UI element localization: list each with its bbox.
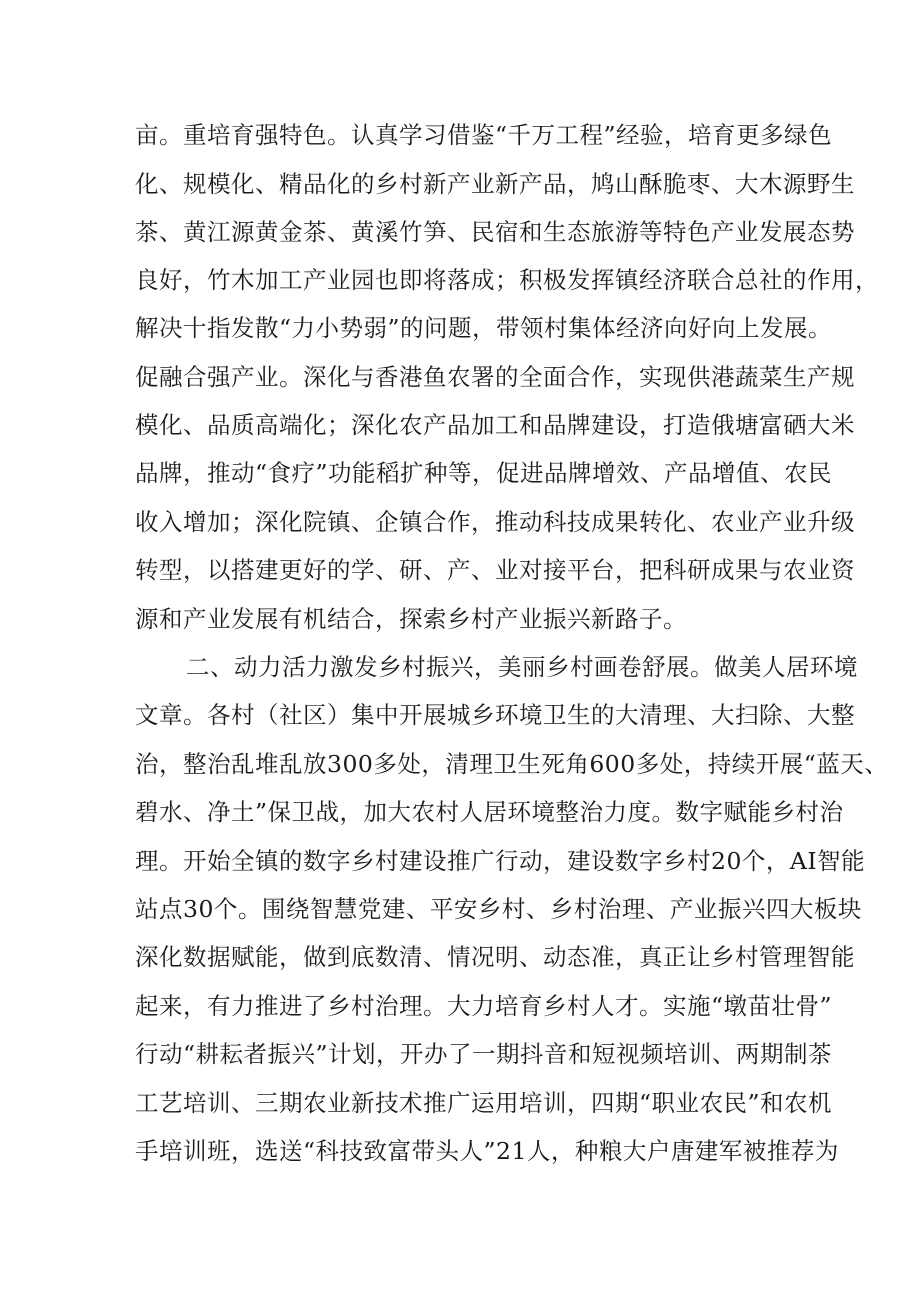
text-line-16: 理。开始全镇的数字乡村建设推广行动，建设数字乡村20个，AI智能 xyxy=(135,847,866,875)
text-line-2: 化、规模化、精品化的乡村新产业新产品，鸠山酥脆枣、大木源野生 xyxy=(135,170,855,198)
text-line-6: 促融合强产业。深化与香港鱼农署的全面合作，实现供港蔬菜生产规 xyxy=(135,363,855,391)
text-line-9: 收入增加；深化院镇、企镇合作，推动科技成果转化、农业产业升级 xyxy=(135,508,855,536)
text-line-15: 碧水、净土”保卫战，加大农村人居环境整治力度。数字赋能乡村治 xyxy=(135,798,844,826)
text-line-20: 行动“耕耘者振兴”计划，开办了一期抖音和短视频培训、两期制茶 xyxy=(135,1040,833,1068)
section-heading-line: 二、动力活力激发乡村振兴，美丽乡村画卷舒展。做美人居环境 xyxy=(186,653,858,681)
text-line-10: 转型，以搭建更好的学、研、产、业对接平台，把科研成果与农业资 xyxy=(135,556,855,584)
text-line-3: 茶、黄江源黄金茶、黄溪竹笋、民宿和生态旅游等特色产业发展态势 xyxy=(135,218,855,246)
text-line-1: 亩。重培育强特色。认真学习借鉴“千万工程”经验，培育更多绿色 xyxy=(135,121,833,149)
text-line-7: 模化、品质高端化；深化农产品加工和品牌建设，打造俄塘富硒大米 xyxy=(135,411,855,439)
text-line-5: 解决十指发散“力小势弱”的问题，带领村集体经济向好向上发展。 xyxy=(135,314,833,342)
text-line-11: 源和产业发展有机结合，探索乡村产业振兴新路子。 xyxy=(135,605,687,633)
text-line-13: 文章。各村（社区）集中开展城乡环境卫生的大清理、大扫除、大整 xyxy=(135,701,855,729)
text-line-14: 治，整治乱堆乱放300多处，清理卫生死角600多处，持续开展“蓝天、 xyxy=(135,750,889,778)
text-line-18: 深化数据赋能，做到底数清、情况明、动态准，真正让乡村管理智能 xyxy=(135,943,855,971)
text-line-4: 良好，竹木加工产业园也即将落成；积极发挥镇经济联合总社的作用， xyxy=(135,266,879,294)
text-line-21: 工艺培训、三期农业新技术推广运用培训，四期“职业农民”和农机 xyxy=(135,1089,833,1117)
text-line-19: 起来，有力推进了乡村治理。大力培育乡村人才。实施“墩苗壮骨” xyxy=(135,992,833,1020)
text-line-22: 手培训班，选送“科技致富带头人”21人，种粮大户唐建军被推荐为 xyxy=(135,1137,839,1165)
text-line-17: 站点30个。围绕智慧党建、平安乡村、乡村治理、产业振兴四大板块 xyxy=(135,895,862,923)
text-line-8: 品牌，推动“食疗”功能稻扩种等，促进品牌增效、产品增值、农民 xyxy=(135,459,833,487)
